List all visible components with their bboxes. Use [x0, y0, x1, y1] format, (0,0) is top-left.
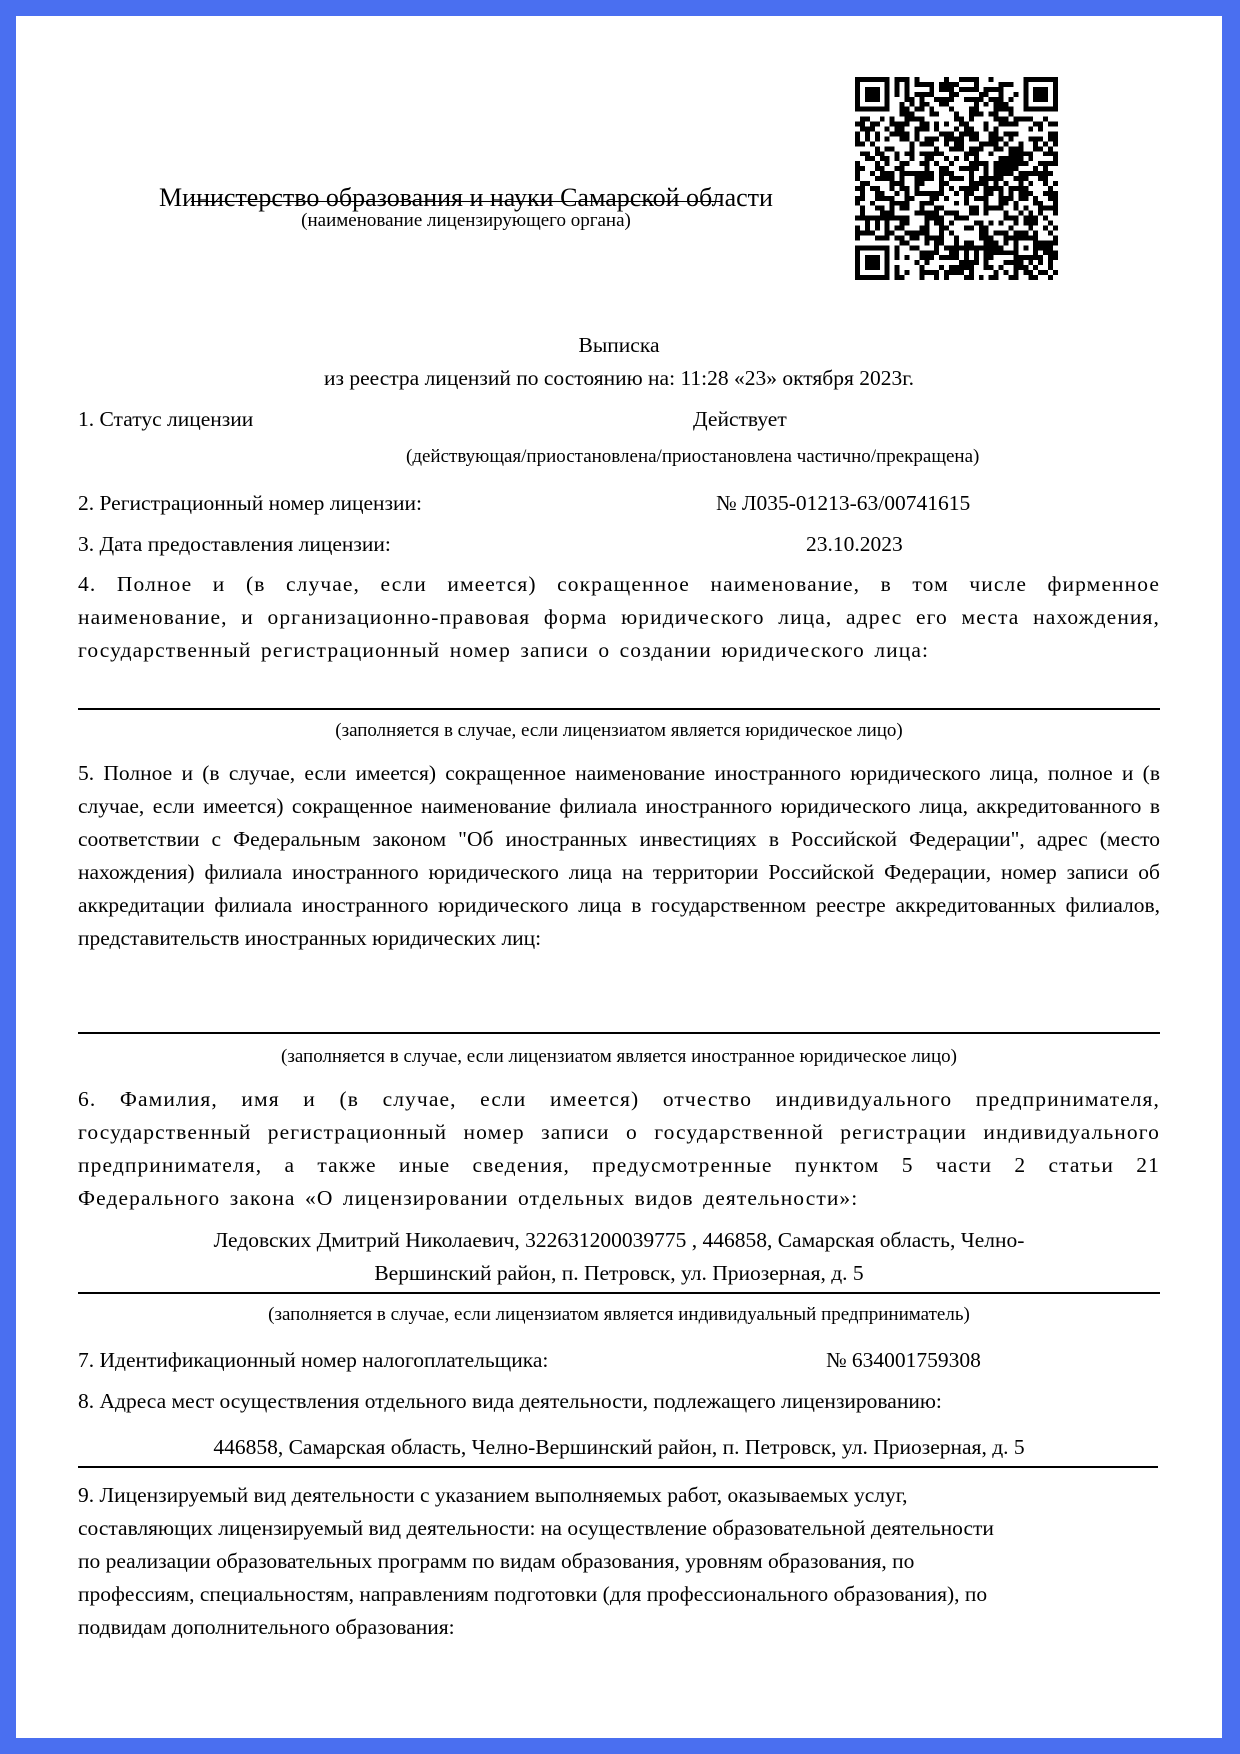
licensed-activity-line2: составляющих лицензируемый вид деятельности: на осуществление образовательной деятельности [78, 1516, 994, 1540]
status-label: 1. Статус лицензии [78, 407, 254, 431]
entrepreneur-section: 6. Фамилия, имя и (в случае, если имеется) отчество индивидуального предпринимателя, государственный регистрационный номер записи о государственной регистрации индивидуального предпринимателя, а также иные сведения, предусмотренные пунктом 5 части 2 статьи 21 Федерального закона «О лицензировании отдельных видов деятельности»: [78, 1087, 1160, 1210]
status-value: Действует [693, 407, 787, 431]
activity-address-label: 8. Адреса мест осуществления отдельного вида деятельности, подлежащего лицензированию: [78, 1389, 942, 1413]
foreign-entity-section: 5. Полное и (в случае, если имеется) сокращенное наименование иностранного юридического лица, полное и (в случае, если имеется) сокращенное наименование филиала иностранного юридического лица, аккредитованного в соответствии с Федеральным законом "Об иностранных инвестициях в Российской Федерации", адрес (место нахождения) филиала иностранного юридического лица на территории Российской Федерации, номер записи об аккредитации филиала иностранного юридического лица в государственном реестре аккредитованных филиалов, представительств иностранных юридических лиц: [78, 761, 1160, 950]
licensed-activity-line4: профессиям, специальностям, направлениям подготовки (для профессионального образования), по [78, 1582, 988, 1606]
document-page [16, 16, 1222, 1738]
licensed-activity-line3: по реализации образовательных программ по видам образования, уровням образования, по [78, 1549, 915, 1573]
entrepreneur-rule [78, 1292, 1160, 1294]
authority-underline [191, 201, 721, 202]
legal-entity-caption: (заполняется в случае, если лицензиатом является юридическое лицо) [335, 720, 903, 741]
inn-label: 7. Идентификационный номер налогоплательщика: [78, 1348, 549, 1372]
licensed-activity-line5: подвидам дополнительного образования: [78, 1615, 455, 1639]
activity-address-rule [78, 1466, 1158, 1468]
registration-number-label: 2. Регистрационный номер лицензии: [78, 491, 423, 515]
activity-address-value: 446858, Самарская область, Челно-Вершинский район, п. Петровск, ул. Приозерная, д. 5 [213, 1435, 1025, 1459]
status-caption: (действующая/приостановлена/приостановлена частично/прекращена) [406, 446, 980, 467]
issue-date-label: 3. Дата предоставления лицензии: [78, 532, 391, 556]
extract-subtitle: из реестра лицензий по состоянию на: 11:28 «23» октября 2023г. [323, 366, 915, 390]
licensed-activity-line1: 9. Лицензируемый вид деятельности с указанием выполняемых работ, оказываемых услуг, [78, 1483, 908, 1507]
issue-date-value: 23.10.2023 [806, 532, 903, 556]
entrepreneur-value-line2: Вершинский район, п. Петровск, ул. Приозерная, д. 5 [374, 1261, 864, 1285]
foreign-entity-caption: (заполняется в случае, если лицензиатом является иностранное юридическое лицо) [281, 1046, 957, 1067]
legal-entity-rule [78, 708, 1160, 710]
licensing-authority-name: Министерство образования и науки Самарской области [159, 183, 773, 212]
authority-caption: (наименование лицензирующего органа) [301, 210, 631, 231]
extract-title: Выписка [578, 333, 660, 357]
registration-number-value: № Л035-01213-63/00741615 [716, 491, 971, 515]
entrepreneur-caption: (заполняется в случае, если лицензиатом является индивидуальный предприниматель) [268, 1304, 970, 1325]
entrepreneur-value-line1: Ледовских Дмитрий Николаевич, 322631200039775 , 446858, Самарская область, Челно- [213, 1228, 1025, 1252]
qr-code-icon [855, 77, 1058, 280]
foreign-entity-rule [78, 1032, 1160, 1034]
inn-value: № 634001759308 [826, 1348, 981, 1372]
legal-entity-section: 4. Полное и (в случае, если имеется) сокращенное наименование, в том числе фирменное наименование, и организационно-правовая форма юридического лица, адрес его места нахождения, государственный регистрационный номер записи о создании юридического лица: [78, 572, 1160, 662]
